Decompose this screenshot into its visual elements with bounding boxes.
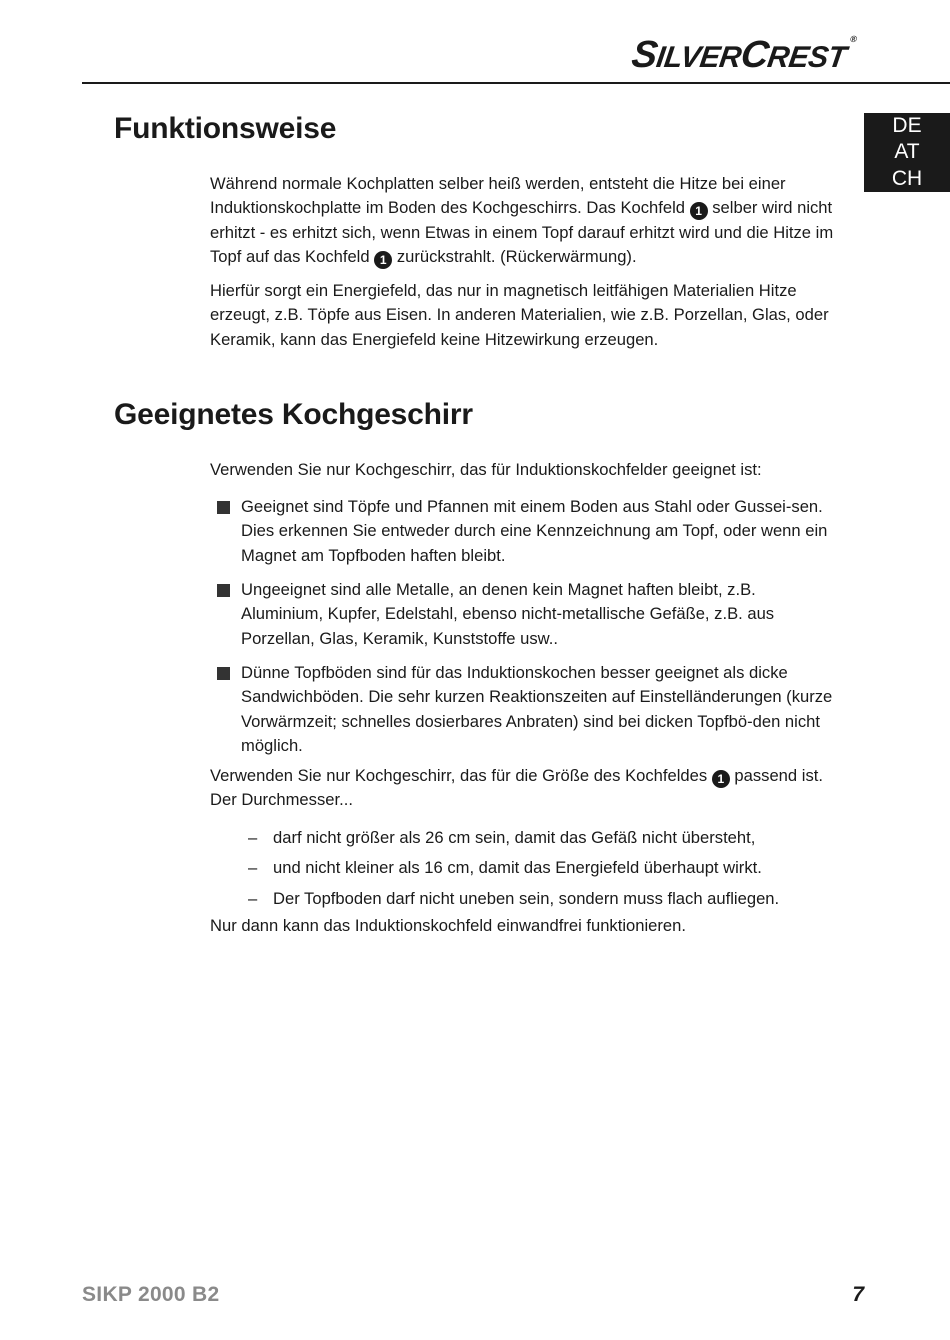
lang-de: DE (892, 114, 922, 137)
bullet-square-icon (217, 501, 230, 514)
dash-list-item: – darf nicht größer als 26 cm sein, damit das Gefäß nicht übersteht, (248, 828, 756, 847)
footer-model-number: SIKP 2000 B2 (82, 1283, 220, 1306)
footer-page-number: 7 (852, 1283, 864, 1306)
bullet-square-icon (217, 667, 230, 680)
reference-number-badge: 1 (712, 770, 730, 788)
paragraph-function-2: Hierfür sorgt ein Energiefeld, das nur in magnetisch leitfähigen Materialien Hitze erzeugt, z.B. Töpfe aus Eisen. In anderen Materialien, wie z.B. Porzellan, Glas, oder Keramik, kann das Energiefeld keine Hitzewirkung erzeugen. (210, 281, 829, 349)
list-item: Ungeeignet sind alle Metalle, an denen kein Magnet haften bleibt, z.B. Aluminium, Kupfer, Edelstahl, ebenso nicht-metallische Gefäße, z.B. aus Porzellan, Glas, Keramik, Kunststoffe usw.. (210, 578, 840, 651)
list-item: Geeignet sind Töpfe und Pfannen mit einem Boden aus Stahl oder Gussei-sen. Dies erkennen Sie entweder durch eine Kennzeichnung am Topf, oder wenn ein Magnet am Topfboden haften bleibt. (210, 495, 840, 568)
bullet-square-icon (217, 584, 230, 597)
paragraph-closing: Nur dann kann das Induktionskochfeld einwandfrei funktionieren. (210, 916, 686, 935)
list-item: Dünne Topfböden sind für das Induktionskochen besser geeignet als dicke Sandwichböden. Die sehr kurzen Reaktionszeiten auf Einstelländerungen (kurze Vorwärmzeit; schnelles dosierbares Anbraten) sind bei dicken Topfbö-den nicht möglich. (210, 661, 840, 759)
header-divider (82, 82, 950, 84)
paragraph-cookware-size: Verwenden Sie nur Kochgeschirr, das für die Größe des Kochfeldes 1 passend ist. Der Durchmesser... (210, 766, 823, 810)
brand-logo: SILVERCREST® (628, 34, 858, 76)
reference-number-badge: 1 (374, 251, 392, 269)
dash-list-item: – und nicht kleiner als 16 cm, damit das Energiefeld überhaupt wirkt. (248, 858, 762, 877)
section-title-kochgeschirr: Geeignetes Kochgeschirr (114, 398, 473, 431)
language-tab (864, 113, 950, 192)
paragraph-cookware-intro: Verwenden Sie nur Kochgeschirr, das für Induktionskochfelder geeignet ist: (210, 460, 762, 479)
paragraph-function-1: Während normale Kochplatten selber heiß werden, entsteht die Hitze bei einer Induktionskochplatte im Boden des Kochgeschirrs. Das Kochfeld 1 selber wird nicht erhitzt - es erhitzt sich, wenn Etwas in einem Topf darauf erhitzt wird und die Hitze im Topf auf das Kochfeld 1 zurückstrahlt. (Rückerwärmung). (210, 174, 834, 268)
reference-number-badge: 1 (690, 202, 708, 220)
lang-at: AT (894, 140, 920, 164)
dash-list-item: – Der Topfboden darf nicht uneben sein, sondern muss flach aufliegen. (248, 889, 780, 908)
section-title-funktionsweise: Funktionsweise (114, 112, 337, 145)
lang-ch: CH (891, 166, 923, 190)
